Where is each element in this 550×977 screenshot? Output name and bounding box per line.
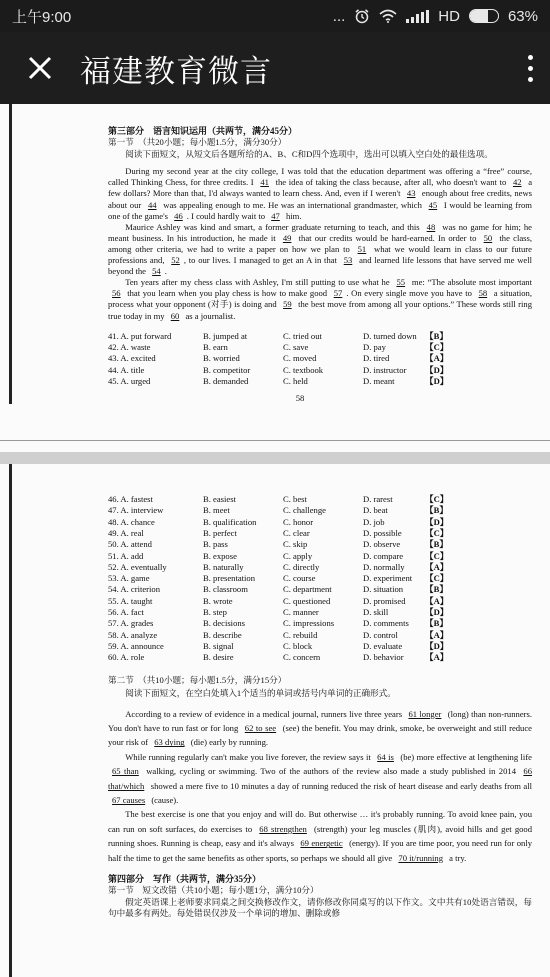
page-1-content xyxy=(108,126,532,404)
answer-blank: 56 xyxy=(112,288,121,299)
status-icons xyxy=(333,8,538,25)
passage-paragraph xyxy=(108,707,532,750)
answer-key: 【B】 xyxy=(425,539,448,550)
status-bar xyxy=(0,0,550,32)
passage-text: (strength) your leg muscles (肌肉), avoid hills and get good running shoes. Running is cheap, easy and it's always xyxy=(108,823,533,849)
passage-text: (long) than non-runners. You don't have to run fast or for long xyxy=(108,708,532,734)
passage-text: While running regularly can't make you live forever, the review says it xyxy=(125,751,374,762)
close-button[interactable] xyxy=(0,32,80,104)
answer-blank: 65 than xyxy=(112,766,139,777)
section-subtitle: 第一节 短文改错（共10小题；每小题1分，满分10分） xyxy=(108,885,319,896)
option-d: D. instructor xyxy=(363,364,407,375)
passage-text: the best move from among all your options.” These words still ring true today in my xyxy=(108,299,532,321)
section-title: 第三部分 语言知识运用（共两节，满分45分） xyxy=(108,126,298,136)
passage-text: what we would learn in class to our future professions and, xyxy=(108,243,532,266)
option-a: 46. A. fastest xyxy=(108,494,153,505)
option-b: B. earn xyxy=(203,341,228,352)
answer-key: 【D】 xyxy=(425,607,449,618)
option-c: C. held xyxy=(283,375,308,386)
option-row xyxy=(108,331,518,342)
passage-text: walking, cycling or swimming. Two of the authors of the review also made a study published in 2014 xyxy=(142,766,520,777)
page-divider xyxy=(0,440,550,441)
option-a: 47. A. interview xyxy=(108,505,164,516)
title-bar xyxy=(0,32,550,104)
option-a: 45. A. urged xyxy=(108,375,151,386)
option-a: 57. A. grades xyxy=(108,618,154,629)
passage-text: was appealing enough to me. He was an international grandmaster, which xyxy=(160,199,425,210)
option-row xyxy=(108,539,518,550)
option-c: C. textbook xyxy=(283,364,324,375)
passage-text: the class, among other criteria, we had to write a paper on how we plan to xyxy=(108,232,532,254)
network-type: HD xyxy=(438,7,460,25)
option-c: C. questioned xyxy=(283,595,331,606)
section-title: 第四部分 写作（共两节，满分35分） xyxy=(108,874,262,885)
option-b: B. desire xyxy=(203,652,234,663)
answer-blank: 57 xyxy=(333,288,343,299)
answer-blank: 63 dying xyxy=(154,737,185,748)
option-row xyxy=(108,573,518,584)
document-page-2 xyxy=(0,464,550,977)
answer-blank: 62 to see xyxy=(244,723,277,734)
alarm-clock-icon xyxy=(354,8,370,24)
option-c: C. save xyxy=(283,341,309,352)
page-2-content xyxy=(108,494,532,919)
more-notifications-icon: ... xyxy=(332,7,346,25)
answer-key: 【B】 xyxy=(425,618,448,629)
option-d: D. compare xyxy=(363,550,404,561)
instruction-text: 假定英语课上老师要求同桌之间交换修改作文，请你修改你同桌写的以下作文。文中共有10处语言错误，每句中最多有两处。每处错误仅涉及一个单词的增加、删除或修 xyxy=(108,897,532,919)
option-row xyxy=(108,562,518,573)
answer-blank: 43 xyxy=(406,188,416,199)
option-b: B. step xyxy=(203,607,227,618)
option-a: 42. A. waste xyxy=(108,341,151,352)
status-time: 上午9:00 xyxy=(12,8,72,26)
option-c: C. challenge xyxy=(283,505,326,516)
instruction-text: 阅读下面短文，在空白处填入1个适当的单词或括号内单词的正确形式。 xyxy=(125,687,396,698)
option-d: D. experiment xyxy=(363,573,413,584)
passage-text: me: “The absolute most important xyxy=(409,277,532,288)
passage-text: During my second year at the city college, I was told that the education department was offering a “free” course, called Thinking Chess, for three credits. I xyxy=(108,166,532,188)
passage-paragraph xyxy=(108,750,532,808)
cell-signal-icon xyxy=(406,10,429,23)
option-c: C. tried out xyxy=(283,330,322,341)
answer-blank: 54 xyxy=(152,266,161,277)
option-a: 51. A. add xyxy=(108,550,144,561)
option-c: C. honor xyxy=(283,516,314,527)
option-row xyxy=(108,607,518,618)
more-dot-icon xyxy=(528,55,533,60)
option-d: D. promised xyxy=(363,595,406,606)
passage-paragraph xyxy=(108,222,532,277)
passage-text: enough about free credits, news about our xyxy=(108,188,533,210)
passage-paragraph xyxy=(108,807,532,865)
passage-text: (be) more effective at lengthening life xyxy=(397,751,532,762)
answer-key: 【C】 xyxy=(425,341,449,352)
passage-paragraph xyxy=(108,277,532,321)
option-d: D. beat xyxy=(363,505,388,516)
option-a: 54. A. criterion xyxy=(108,584,161,595)
option-row xyxy=(108,376,518,387)
option-b: B. naturally xyxy=(203,561,244,572)
answer-blank: 52 xyxy=(171,255,180,266)
option-d: D. normally xyxy=(363,561,405,572)
option-row xyxy=(108,505,518,516)
option-c: C. directly xyxy=(283,561,320,572)
option-d: D. comments xyxy=(363,618,409,629)
answer-key: 【C】 xyxy=(425,573,449,584)
answer-key: 【C】 xyxy=(425,494,449,505)
option-a: 44. A. title xyxy=(108,364,145,375)
option-c: C. moved xyxy=(283,353,317,364)
passage-text: I would be learning from one of the game's xyxy=(108,199,532,221)
option-c: C. best xyxy=(283,494,307,505)
passage-text: him. xyxy=(283,210,302,221)
answer-blank: 50 xyxy=(483,232,493,243)
answer-blank: 61 longer xyxy=(408,708,442,719)
close-icon xyxy=(27,55,53,81)
answer-blank: 64 is xyxy=(377,751,394,762)
option-row xyxy=(108,550,518,561)
option-b: B. competitor xyxy=(203,364,251,375)
option-row xyxy=(108,641,518,652)
answer-blank: 51 xyxy=(357,243,367,254)
answer-key: 【D】 xyxy=(425,516,449,527)
passage-text: According to a review of evidence in a medical journal, runners live three years xyxy=(125,708,405,719)
option-row xyxy=(108,596,518,607)
passage-text: that you learn when you play chess is how to make good xyxy=(124,288,330,299)
answer-key: 【A】 xyxy=(425,353,449,364)
option-c: C. skip xyxy=(283,539,308,550)
passage-text: (cause). xyxy=(149,795,179,806)
answer-blank: 48 xyxy=(426,221,436,232)
option-c: C. course xyxy=(283,573,316,584)
answer-key: 【D】 xyxy=(425,375,449,386)
answer-key: 【B】 xyxy=(425,584,448,595)
answer-blank: 46 xyxy=(174,210,183,221)
option-b: B. jumped at xyxy=(203,330,248,341)
answer-blank: 53 xyxy=(343,255,353,266)
answer-key: 【A】 xyxy=(425,629,449,640)
option-b: B. signal xyxy=(203,640,234,651)
answer-key: 【C】 xyxy=(425,550,449,561)
answer-blank: 47 xyxy=(271,210,280,221)
passage-text: the idea of taking the class because, after all, who doesn't want to xyxy=(272,177,509,188)
more-dot-icon xyxy=(528,77,533,82)
answer-key: 【A】 xyxy=(425,652,449,663)
answer-key: 【C】 xyxy=(425,527,449,538)
passage-text: . I could hardly wait to xyxy=(186,210,268,221)
instruction-text: 阅读下面短文，从短文后各题所给的A、B、C和D四个选项中，选出可以填入空白处的最佳选项。 xyxy=(125,149,493,160)
option-a: 58. A. analyze xyxy=(108,629,158,640)
passage-text: . xyxy=(164,266,167,277)
option-c: C. rebuild xyxy=(283,629,318,640)
option-c: C. manner xyxy=(283,607,319,618)
answer-key: 【D】 xyxy=(425,640,449,651)
option-row xyxy=(108,618,518,629)
answer-blank: 66 that/which xyxy=(108,766,532,791)
option-d: D. possible xyxy=(363,527,402,538)
passage-text: (die) early by running. xyxy=(188,737,269,748)
answer-blank: 60 xyxy=(170,310,180,321)
option-row xyxy=(108,494,518,505)
option-a: 49. A. real xyxy=(108,527,144,538)
section-subtitle: 第一节 （共20小题；每小题1.5分，满分30分） xyxy=(108,137,287,148)
passage-text: showed a mere five to 10 minutes a day of running reduced the risk of heart disease and early deaths from all xyxy=(148,780,532,791)
answer-key: 【A】 xyxy=(425,595,449,606)
passage-text: a try. xyxy=(447,852,467,863)
options-table xyxy=(108,494,518,663)
option-row xyxy=(108,364,518,375)
option-b: B. qualification xyxy=(203,516,257,527)
options-table xyxy=(108,331,518,387)
answer-key: 【B】 xyxy=(425,330,448,341)
option-c: C. clear xyxy=(283,527,310,538)
option-b: B. wrote xyxy=(203,595,233,606)
margin-rule xyxy=(9,104,12,404)
option-d: D. tired xyxy=(363,353,390,364)
answer-blank: 59 xyxy=(283,299,292,310)
passage-paragraph xyxy=(108,166,532,221)
option-b: B. classroom xyxy=(203,584,248,595)
passage-text: and learned life lessons that have served me well beyond the xyxy=(108,255,533,277)
option-a: 43. A. excited xyxy=(108,353,156,364)
page-title: 福建教育微言 xyxy=(80,53,272,90)
margin-rule xyxy=(9,464,12,977)
option-d: D. rarest xyxy=(363,494,393,505)
option-b: B. pass xyxy=(203,539,228,550)
option-b: B. demanded xyxy=(203,375,249,386)
option-b: B. worried xyxy=(203,353,240,364)
wifi-icon xyxy=(379,9,397,23)
option-row xyxy=(108,528,518,539)
section-subtitle: 第二节 （共10小题；每小题1.5分，满分15分） xyxy=(108,675,287,686)
answer-blank: 42 xyxy=(512,177,522,188)
page-number: 58 xyxy=(295,393,305,404)
option-row xyxy=(108,652,518,663)
option-c: C. concern xyxy=(283,652,321,663)
passage-text: a situation, process what your opponent (对手) is doing and xyxy=(108,288,532,310)
option-c: C. apply xyxy=(283,550,313,561)
option-b: B. meet xyxy=(203,505,230,516)
answer-blank: 44 xyxy=(147,199,157,210)
passage-text: , to our lives. I managed to get an A in that xyxy=(183,255,340,266)
passage-text: a few dollars? More than that, I'd always wanted to learn chess. And, even if I weren't xyxy=(108,177,533,199)
option-row xyxy=(108,342,518,353)
passage-text: (see) the benefit. You may drink, smoke, be overweight and still reduce your risk of xyxy=(108,723,532,748)
option-c: C. department xyxy=(283,584,332,595)
option-b: B. expose xyxy=(203,550,237,561)
answer-blank: 68 strengthen xyxy=(259,823,307,834)
option-d: D. evaluate xyxy=(363,640,403,651)
battery-percent: 63% xyxy=(507,7,538,25)
option-c: C. impressions xyxy=(283,618,335,629)
option-b: B. decisions xyxy=(203,618,246,629)
option-d: D. job xyxy=(363,516,385,527)
passage-text: was no game for him; he meant business. In his introduction, he made it xyxy=(108,221,532,243)
answer-blank: 70 it/running xyxy=(398,852,444,863)
document-page-1 xyxy=(0,104,550,452)
option-a: 55. A. taught xyxy=(108,595,153,606)
passage-text: (energy). If you are time poor, you need run for only half the time to get the same benefits as other sports, so perhaps we should all give xyxy=(108,838,533,863)
option-a: 50. A. attend xyxy=(108,539,152,550)
answer-key: 【D】 xyxy=(425,364,449,375)
battery-icon xyxy=(469,9,499,23)
passage-text: as a journalist. xyxy=(183,310,236,321)
option-b: B. describe xyxy=(203,629,242,640)
more-dot-icon xyxy=(528,66,533,71)
passage-text: Maurice Ashley was kind and smart, a former graduate returning to teach, and this xyxy=(125,221,423,232)
answer-key: 【B】 xyxy=(425,505,448,516)
more-options-button[interactable] xyxy=(510,32,550,104)
option-row xyxy=(108,584,518,595)
option-d: D. turned down xyxy=(363,330,417,341)
answer-blank: 69 energetic xyxy=(300,838,343,849)
option-d: D. observe xyxy=(363,539,401,550)
option-row xyxy=(108,353,518,364)
answer-blank: 67 causes xyxy=(112,795,146,806)
option-b: B. easiest xyxy=(203,494,236,505)
passage-text: . On every single move you have to xyxy=(346,288,475,299)
option-b: B. perfect xyxy=(203,527,237,538)
option-row xyxy=(108,630,518,641)
option-d: D. skill xyxy=(363,607,389,618)
option-d: D. meant xyxy=(363,375,395,386)
answer-blank: 49 xyxy=(282,232,292,243)
option-a: 56. A. fact xyxy=(108,607,144,618)
option-a: 59. A. announce xyxy=(108,640,164,651)
passage-text: The best exercise is one that you enjoy and will do. But otherwise … it's probably running. To avoid knee pain, you can run on soft surfaces, do exercises to xyxy=(108,809,532,834)
passage-text: that our credits would be hard-earned. In order to xyxy=(295,232,480,243)
answer-blank: 58 xyxy=(478,288,488,299)
option-a: 60. A. role xyxy=(108,652,145,663)
answer-blank: 55 xyxy=(396,277,406,288)
answer-blank: 41 xyxy=(260,177,269,188)
option-d: D. pay xyxy=(363,341,386,352)
option-b: B. presentation xyxy=(203,573,256,584)
answer-blank: 45 xyxy=(428,199,438,210)
option-c: C. block xyxy=(283,640,313,651)
passage-text: Ten years after my chess class with Ashley, I'm still putting to use what he xyxy=(125,277,393,288)
option-row xyxy=(108,517,518,528)
option-d: D. control xyxy=(363,629,398,640)
option-a: 53. A. game xyxy=(108,573,150,584)
option-a: 52. A. eventually xyxy=(108,561,167,572)
option-d: D. situation xyxy=(363,584,404,595)
answer-key: 【A】 xyxy=(425,561,449,572)
option-a: 41. A. put forward xyxy=(108,330,172,341)
option-a: 48. A. chance xyxy=(108,516,155,527)
option-d: D. behavior xyxy=(363,652,404,663)
